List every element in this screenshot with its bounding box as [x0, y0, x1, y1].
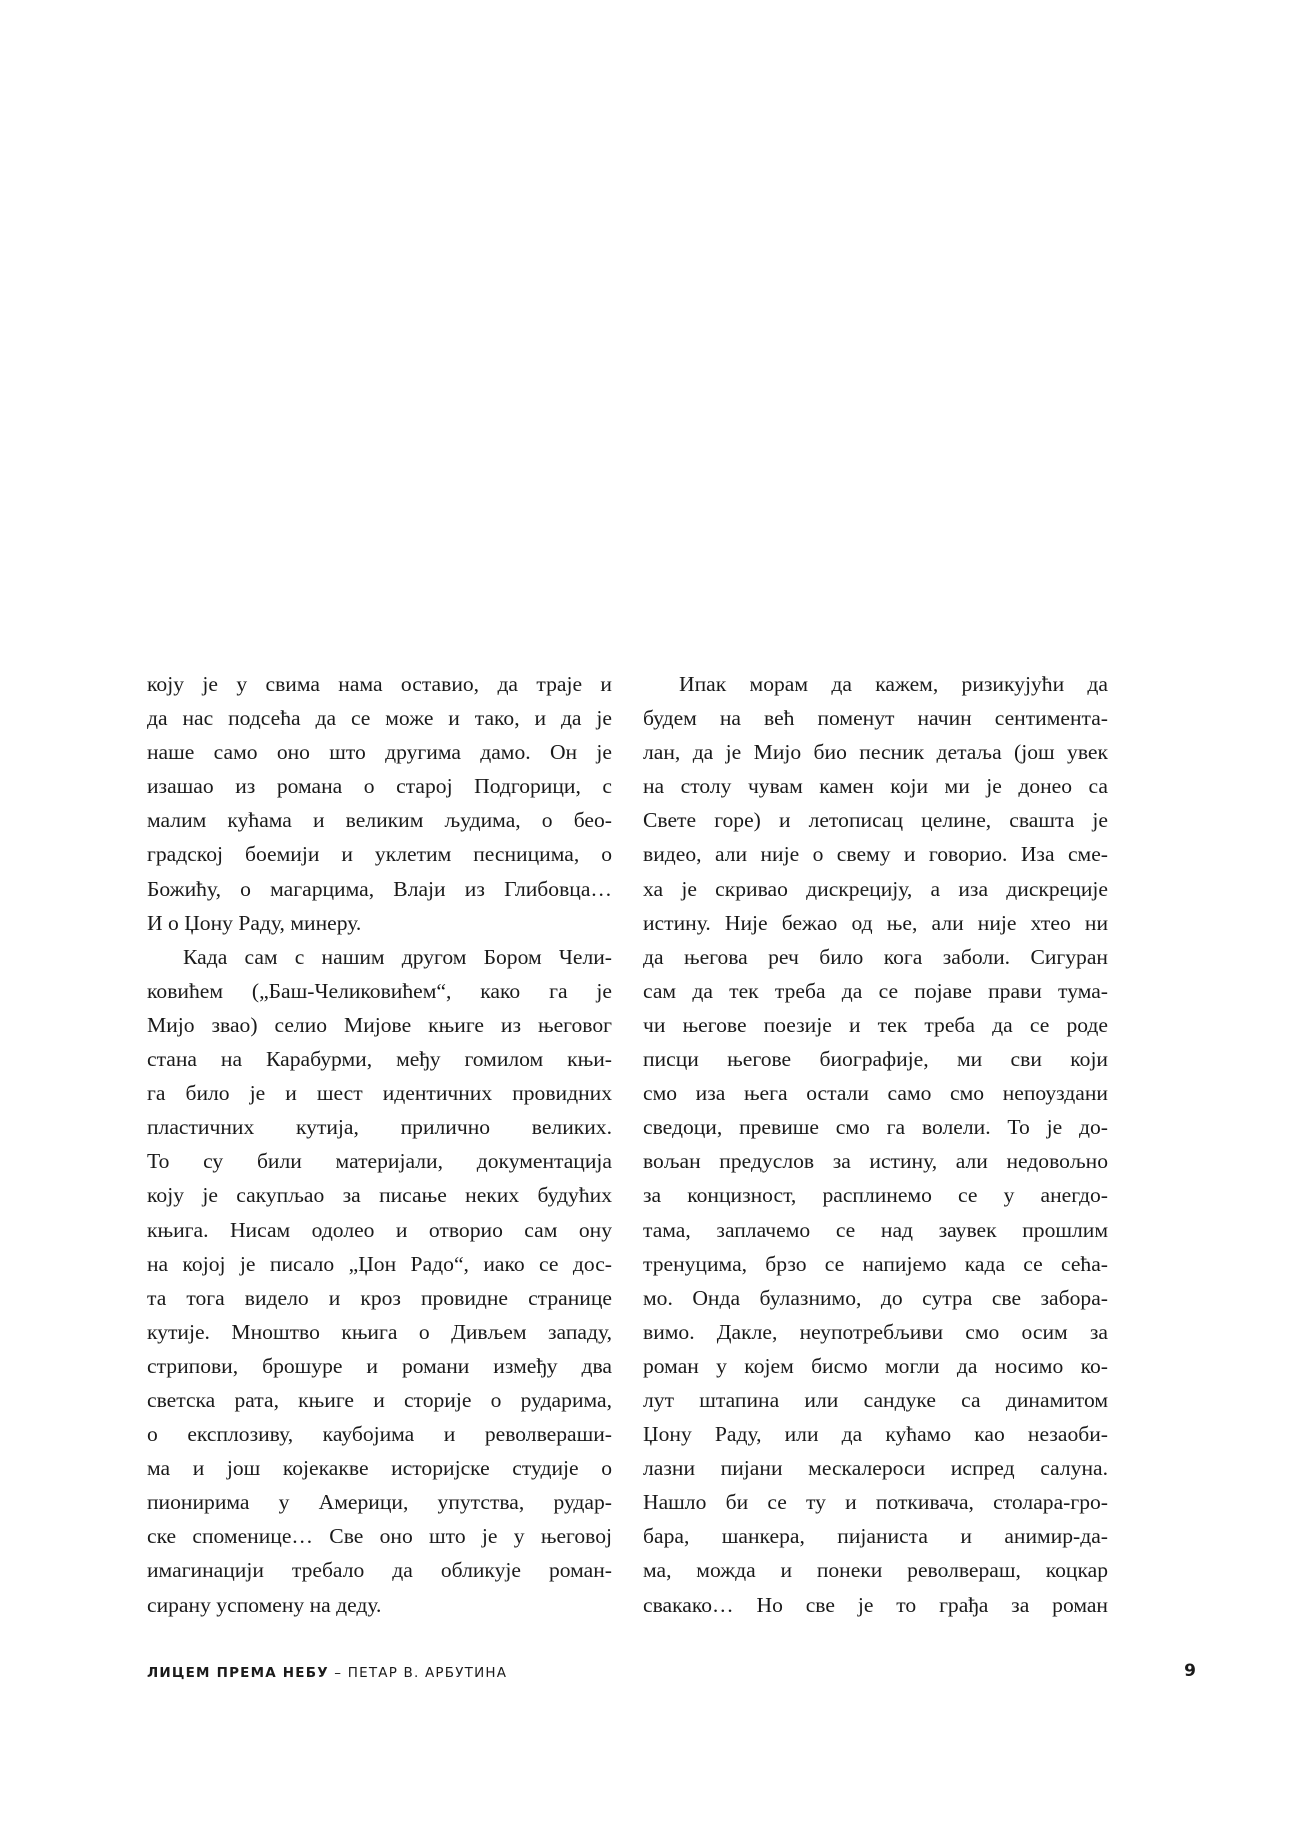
text-line: сведоци, превише смо га волели. То је до-: [643, 1115, 1108, 1140]
text-line: лут штапина или сандуке са динамитом: [643, 1387, 1108, 1412]
text-line: вољан предуслов за истину, али недовољно: [643, 1149, 1108, 1174]
text-line: видео, али није о свему и говорио. Иза сме-: [643, 842, 1108, 867]
text-line: да његова реч било кога заболи. Сигуран: [643, 944, 1108, 969]
text-line: имагинацији требало да обликује роман-: [147, 1558, 612, 1583]
text-line: пионирима у Америци, упутства, рудар-: [147, 1490, 612, 1515]
text-line: градској боемији и уклетим песницима, о: [147, 842, 612, 867]
text-line: на којој је писало „Џон Радо“, иако се дос-: [147, 1251, 612, 1276]
text-line: лан, да је Мијо био песник детаља (још увек: [643, 740, 1108, 765]
text-line: књига. Нисам одолео и отворио сам ону: [147, 1217, 612, 1242]
text-line: Мијо звао) селио Мијове књиге из његовог: [147, 1012, 612, 1037]
text-line: Свете горе) и летописац целине, свашта је: [643, 808, 1108, 833]
text-line: га било је и шест идентичних провидних: [147, 1081, 612, 1106]
text-line: да нас подсећа да се може и тако, и да је: [147, 706, 612, 731]
text-line: тренуцима, брзо се напијемо када се сећа-: [643, 1251, 1108, 1276]
text-line: сирану успомену на деду.: [147, 1592, 382, 1617]
text-line: кутије. Мноштво књига о Дивљем западу,: [147, 1319, 612, 1344]
text-line: Божићу, о магарцима, Влаји из Глибовца…: [147, 876, 612, 901]
text-line: Нашло би се ту и поткивача, столара-гро-: [643, 1490, 1108, 1515]
text-line: Ипак морам да кажем, ризикујући да: [679, 672, 1108, 696]
text-line: Џону Раду, или да кућамо као незаоби-: [643, 1422, 1108, 1447]
text-line: светска рата, књиге и сторије о рударима,: [147, 1387, 612, 1412]
text-line: сам да тек треба да се појаве прави тума-: [643, 978, 1108, 1003]
text-line: бара, шанкера, пијаниста и анимир-да-: [643, 1524, 1108, 1549]
text-line: ма, можда и понеки револвераш, коцкар: [643, 1558, 1108, 1583]
text-line: мо. Онда булазнимо, до сутра све забора-: [643, 1285, 1108, 1310]
footer-author: ПЕТАР В. АРБУТИНА: [347, 1665, 508, 1681]
text-line: Када сам с нашим другом Бором Чели-: [183, 944, 612, 969]
text-line: чи његове поезије и тек треба да се роде: [643, 1012, 1108, 1037]
text-line: вимо. Дакле, неупотребљиви смо осим за: [643, 1319, 1108, 1344]
footer-book-title: ЛИЦЕМ ПРЕМА НЕБУ: [147, 1665, 329, 1681]
running-footer: [147, 1665, 507, 1681]
text-line: о експлозиву, каубојима и револвераши-: [147, 1422, 612, 1447]
text-line: То су били материјали, документација: [147, 1149, 612, 1174]
text-line: ма и још којекакве историјске студије о: [147, 1456, 612, 1481]
text-line: свакако… Но све је то грађа за роман: [643, 1592, 1108, 1617]
footer-separator: –: [328, 1665, 348, 1681]
right-text-column: [643, 667, 1108, 1622]
text-line: писци његове биографије, ми сви који: [643, 1047, 1108, 1072]
page-number: 9: [1184, 1661, 1196, 1681]
text-line: смо иза њега остали само смо непоуздани: [643, 1081, 1108, 1106]
text-line: малим кућама и великим људима, о бео-: [147, 808, 612, 833]
text-line: коју је сакупљао за писање неких будућих: [147, 1183, 612, 1208]
text-line: стана на Карабурми, међу гомилом књи-: [147, 1047, 612, 1072]
left-text-column: [147, 667, 612, 1622]
text-line: изашао из романа о старој Подгорици, с: [147, 774, 612, 799]
text-line: роман у којем бисмо могли да носимо ко-: [643, 1353, 1108, 1378]
text-line: пластичних кутија, прилично великих.: [147, 1115, 612, 1140]
text-line: будем на већ поменут начин сентимента-: [643, 706, 1108, 731]
text-line: тама, заплачемо се над заувек прошлим: [643, 1217, 1108, 1242]
text-line: на столу чувам камен који ми је донео са: [643, 774, 1108, 799]
text-line: стрипови, брошуре и романи између два: [147, 1353, 612, 1378]
text-line: лазни пијани мескалероси испред салуна.: [643, 1456, 1108, 1481]
text-line: истину. Није бежао од ње, али није хтео ни: [643, 910, 1108, 935]
text-line: И о Џону Раду, минеру.: [147, 910, 362, 935]
text-line: ха је скривао дискрецију, а иза дискреције: [643, 876, 1108, 901]
text-line: за концизност, расплинемо се у анегдо-: [643, 1183, 1108, 1208]
text-line: ске споменице… Све оно што је у његовој: [147, 1524, 612, 1549]
text-line: ковићем („Баш-Челиковићем“, како га је: [147, 978, 612, 1003]
text-line: та тога видело и кроз провидне странице: [147, 1285, 612, 1310]
text-line: коју је у свима нама оставио, да траје и: [147, 672, 612, 696]
text-line: наше само оно што другима дамо. Он је: [147, 740, 612, 765]
